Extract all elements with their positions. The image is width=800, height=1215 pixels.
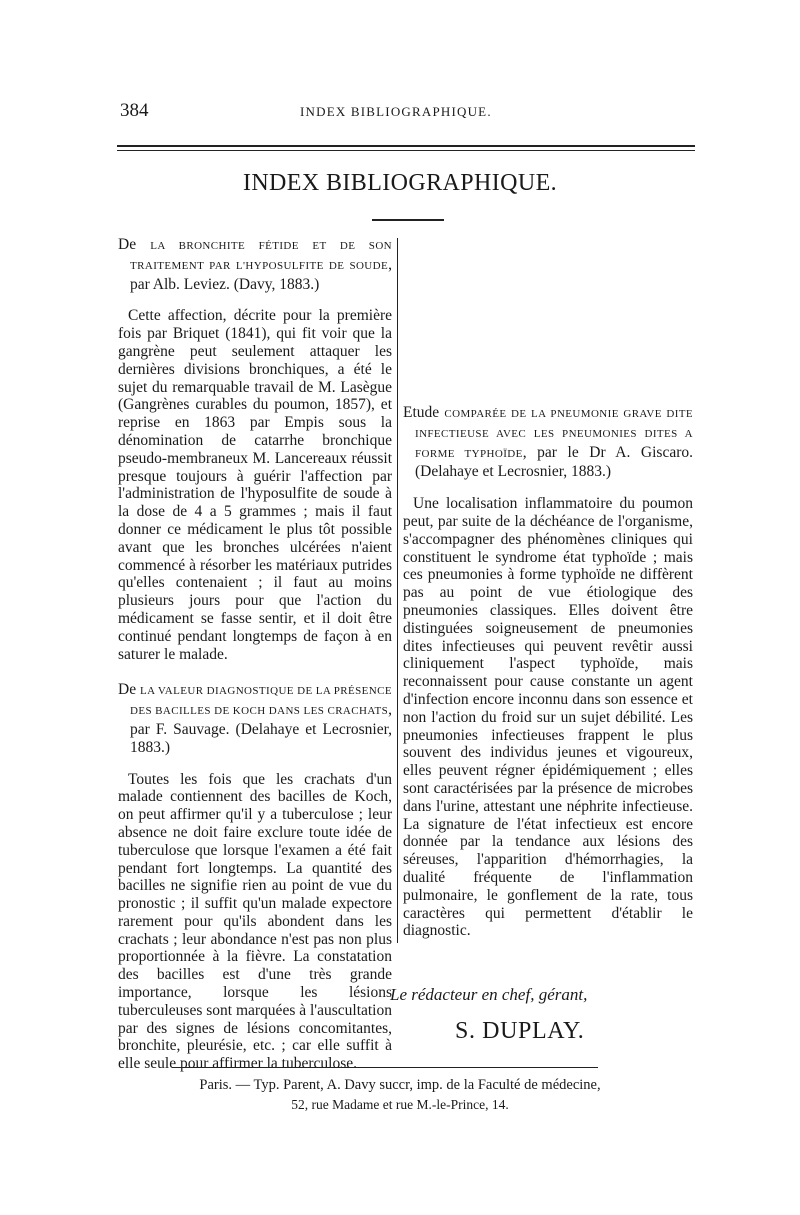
imprint-address: 52, rue Madame et rue M.-le-Prince, 14. bbox=[291, 1097, 509, 1112]
imprint-line: Paris. — Typ. Parent, A. Davy succr, imp. de la Faculté de médecine, bbox=[199, 1077, 601, 1093]
running-head bbox=[120, 100, 700, 124]
entry-body: Toutes les fois que les crachats d'un malade contiennent des bacilles de Koch, on peut affirmer qu'il y a tuberculose ; leur absence ne doit faire exclure toute idée de tuberculose que lorsque l'examen a été fait pendant fort longtemps. La quantité des bacilles ne signifie rien au point de vue du pronostic ; il suffit qu'un malade expectore rarement pour qu'ils abondent dans les crachats ; leur abondance n'est pas non plus proportionnée à la fièvre. La constatation des bacilles est d'une très grande importance, lorsque les lésions tuberculeuses sont marquées à l'auscultation par des signes de lésions concomitantes, bronchite, pleurésie, etc. ; car elle suffit à elle seule pour affirmer la tuberculose. bbox=[118, 770, 392, 1073]
column-separator bbox=[397, 238, 398, 943]
right-column bbox=[403, 236, 693, 958]
signature-role: Le rédacteur en chef, gérant, bbox=[390, 985, 588, 1004]
page-number: 384 bbox=[120, 100, 149, 121]
title-divider bbox=[372, 219, 444, 221]
entry-heading: Etude COMPARÉE DE LA PNEUMONIE GRAVE DITE INFECTIEUSE AVEC LES PNEUMONIES DITES A FORME TYPHOÏDE, par le Dr A. Giscaro. (Delahaye et Lecrosnier, 1883.) bbox=[403, 404, 694, 481]
entry-heading: De LA BRONCHITE FÉTIDE ET DE SON TRAITEMENT PAR L'HYPOSULFITE DE SOUDE, par Alb. Leviez. (Davy, 1883.) bbox=[118, 236, 393, 293]
signature-name: S. DUPLAY. bbox=[455, 1018, 585, 1044]
header-rule-top bbox=[117, 145, 695, 147]
section-title: INDEX BIBLIOGRAPHIQUE. bbox=[242, 170, 558, 196]
imprint-rule bbox=[172, 1067, 598, 1068]
header-rule-bottom bbox=[117, 150, 695, 151]
entry-body: Une localisation inflammatoire du poumon peut, par suite de la déchéance de l'organisme, s'accompagner des phénomènes cliniques qui constituent le syndrome état typhoïde ; mais ces pneumonies à forme typhoïde ne diffèrent pas au point de vue étiologique des pneumonies classiques. Elles doivent être distinguées soigneusement de pneumonies dites infectieuses qui peuvent revêtir aussi cliniquement l'aspect typhoïde, mais reconnaissent pour cause constante un agent d'infection encore inconnu dans son essence et non l'action du froid sur un sujet débilité. Les pneumonies infectieuses frappent le plus souvent des individus jeunes et vigoureux, elles peuvent régner épidémiquement ; elles sont caractérisées par la présence de microbes dans l'urine, attestant une néphrite infectieuse. La signature de l'état infectieux est encore donnée par la tendance aux lésions des séreuses, l'apparition d'hémorrhagies, la dualité fréquente de l'inflammation pulmonaire, le gonflement de la rate, tous caractères qui permettent d'établir le diagnostic. bbox=[403, 495, 693, 940]
running-title: INDEX BIBLIOGRAPHIQUE. bbox=[300, 104, 492, 119]
left-column bbox=[118, 236, 393, 1073]
entry-heading: De LA VALEUR DIAGNOSTIQUE DE LA PRÉSENCE DES BACILLES DE KOCH DANS LES CRACHATS, par F. Sauvage. (Delahaye et Lecrosnier, 1883.) bbox=[118, 681, 392, 756]
entry-body: Cette affection, décrite pour la première fois par Briquet (1841), qui fit voir que la gangrène peut seulement attaquer les dernières divisions bronchiques, a été le sujet du remarquable travail de M. Lasègue (Gangrènes curables du poumon, 1857), et reprise en 1863 par Empis sous la dénomination de catarrhe bronchique pseudo-membraneux M. Lancereaux réussit presque toujours à guérir l'affection par l'administration de l'hyposulfite de soude à la dose de 4 a 5 grammes ; mais il faut donner ce médicament le plus tôt possible avant que les bronches ulcérées n'aient commencé à résorber les matériaux putrides qu'elles contenaient ; il faut au moins plusieurs jours pour que l'action du médicament se fasse sentir, et il doit être continué pendant longtemps de façon à en saturer le malade. bbox=[118, 307, 392, 663]
